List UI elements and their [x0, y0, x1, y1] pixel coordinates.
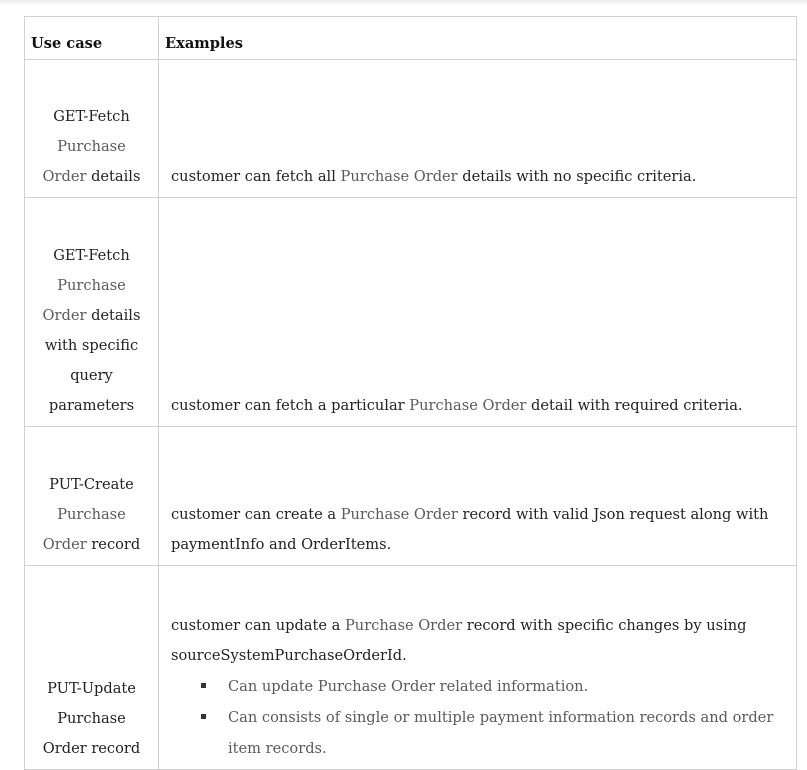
example-text: paymentInfo and OrderItems. — [171, 536, 392, 553]
example-text: customer can fetch a particular — [171, 397, 410, 414]
examples-cell — [159, 566, 797, 770]
use-case-line — [29, 500, 154, 530]
use-case-cell — [25, 566, 159, 770]
use-case-text: Purchase — [57, 277, 126, 294]
table-row — [25, 198, 797, 427]
use-case-text: Order — [42, 536, 87, 553]
bullet-text: Can update Purchase Order related information. — [228, 678, 589, 695]
use-case-text: GET-Fetch — [53, 108, 130, 125]
use-case-line — [29, 241, 154, 271]
example-text: customer can fetch all — [171, 168, 341, 185]
use-case-text: details — [86, 307, 141, 324]
use-case-text: Order — [42, 307, 87, 324]
use-case-text: Order record — [42, 740, 141, 757]
use-case-text: details — [86, 168, 141, 185]
use-case-line — [29, 734, 154, 764]
example-line — [171, 162, 784, 192]
use-case-line — [29, 470, 154, 500]
use-case-text: with specific — [44, 337, 139, 354]
use-case-text: Purchase — [57, 710, 126, 727]
example-text: record with specific changes by using — [462, 617, 747, 634]
use-case-text: Purchase — [57, 506, 126, 523]
use-case-text: GET-Fetch — [53, 247, 130, 264]
use-case-text: PUT-Create — [49, 476, 134, 493]
use-case-line — [29, 301, 154, 331]
example-text: record with valid Json request along with — [457, 506, 769, 523]
example-line — [171, 641, 784, 671]
use-case-text: Purchase — [57, 138, 126, 155]
use-case-line — [29, 132, 154, 162]
example-line — [171, 530, 784, 560]
example-text: Purchase Order — [340, 506, 458, 523]
square-bullet-icon — [201, 714, 206, 719]
use-case-line — [29, 674, 154, 704]
bullet-text: item records. — [228, 740, 327, 757]
page-top-shadow — [0, 0, 807, 6]
use-case-line — [29, 391, 154, 421]
use-case-line — [29, 704, 154, 734]
example-text: sourceSystemPurchaseOrderId. — [171, 647, 407, 664]
use-case-cell — [25, 60, 159, 198]
examples-cell — [159, 198, 797, 427]
bullet-list — [171, 671, 784, 764]
examples-cell — [159, 60, 797, 198]
square-bullet-icon — [201, 683, 206, 688]
example-text: customer can update a — [171, 617, 345, 634]
example-line — [171, 611, 784, 641]
use-case-text: Order — [42, 168, 87, 185]
example-line — [171, 391, 784, 421]
example-text: Purchase Order — [344, 617, 463, 634]
table-row — [25, 566, 797, 770]
example-text: customer can create a — [171, 506, 341, 523]
example-text: detail with required criteria. — [526, 397, 743, 414]
use-case-line — [29, 271, 154, 301]
use-case-text: record — [86, 536, 141, 553]
use-case-line — [29, 162, 154, 192]
bullet-item — [201, 702, 784, 764]
bullet-item — [201, 671, 784, 702]
example-text: Purchase Order — [409, 397, 527, 414]
example-text: details with no specific criteria. — [457, 168, 697, 185]
use-case-cell — [25, 427, 159, 566]
use-case-line — [29, 530, 154, 560]
bullet-text: Can consists of single or multiple payment information records and order — [228, 709, 774, 726]
use-case-line — [29, 361, 154, 391]
table-row — [25, 60, 797, 198]
examples-cell — [159, 427, 797, 566]
use-case-text: query — [70, 367, 113, 384]
use-case-line — [29, 102, 154, 132]
use-case-line — [29, 331, 154, 361]
use-case-table — [24, 16, 797, 770]
example-text: Purchase Order — [340, 168, 458, 185]
use-case-column-header: Use case — [25, 17, 159, 60]
use-case-cell — [25, 198, 159, 427]
table-header-row — [25, 17, 797, 60]
use-case-text: PUT-Update — [47, 680, 136, 697]
use-case-text: parameters — [48, 397, 135, 414]
examples-column-header: Examples — [159, 17, 797, 60]
table-row — [25, 427, 797, 566]
example-line — [171, 500, 784, 530]
